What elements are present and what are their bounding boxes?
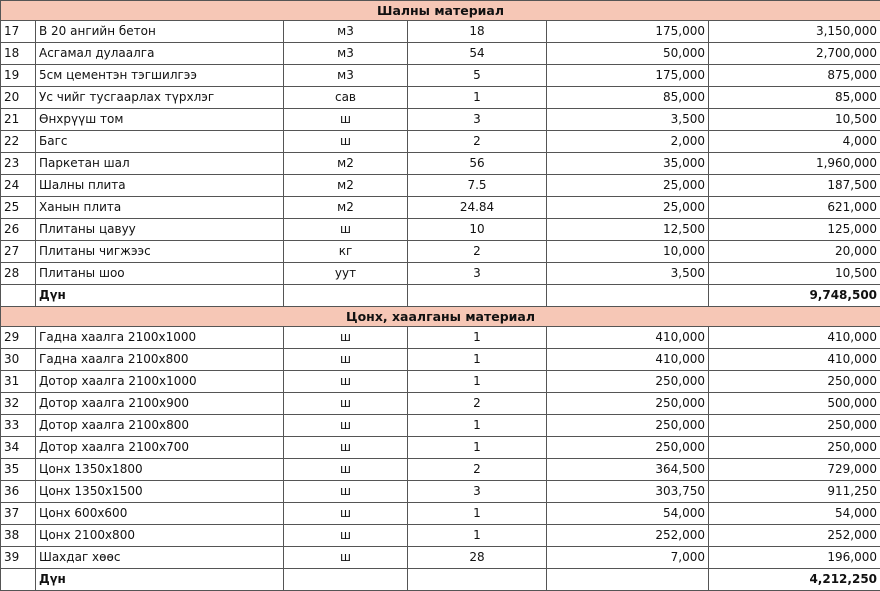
total-cell: 20,000	[709, 241, 880, 263]
row-number: 20	[1, 87, 36, 109]
row-number: 27	[1, 241, 36, 263]
quantity-cell: 1	[408, 327, 547, 349]
row-number: 35	[1, 459, 36, 481]
unit-price-cell: 10,000	[547, 241, 709, 263]
quantity-cell: 5	[408, 65, 547, 87]
unit-price-cell: 410,000	[547, 349, 709, 371]
table-row	[1, 175, 880, 197]
row-number: 18	[1, 43, 36, 65]
row-number: 37	[1, 503, 36, 525]
quantity-cell: 3	[408, 481, 547, 503]
unit-price-cell: 50,000	[547, 43, 709, 65]
section-header-row	[1, 307, 880, 327]
material-name: 5см цементэн тэгшилгээ	[36, 65, 284, 87]
quantity-cell: 1	[408, 349, 547, 371]
material-name: Паркетан шал	[36, 153, 284, 175]
table-row	[1, 393, 880, 415]
quantity-cell: 1	[408, 503, 547, 525]
material-name: Плитаны шоо	[36, 263, 284, 285]
unit-price-cell: 250,000	[547, 437, 709, 459]
unit-price-cell: 250,000	[547, 415, 709, 437]
sum-total: 4,212,250	[709, 569, 880, 591]
row-number: 29	[1, 327, 36, 349]
unit-price-cell: 3,500	[547, 109, 709, 131]
section-title: Шалны материал	[1, 1, 880, 21]
section-sum-row	[1, 569, 880, 591]
quantity-cell: 54	[408, 43, 547, 65]
unit-cell: м2	[284, 197, 408, 219]
total-cell: 250,000	[709, 415, 880, 437]
table-row	[1, 219, 880, 241]
total-cell: 85,000	[709, 87, 880, 109]
quantity-cell: 18	[408, 21, 547, 43]
row-number: 24	[1, 175, 36, 197]
total-cell: 250,000	[709, 371, 880, 393]
material-name: Дотор хаалга 2100х700	[36, 437, 284, 459]
table-row	[1, 327, 880, 349]
unit-cell: ш	[284, 547, 408, 569]
unit-price-cell: 25,000	[547, 175, 709, 197]
material-name: Дотор хаалга 2100х1000	[36, 371, 284, 393]
material-name: Ус чийг тусгаарлах түрхлэг	[36, 87, 284, 109]
row-number: 31	[1, 371, 36, 393]
table-row	[1, 415, 880, 437]
quantity-cell: 28	[408, 547, 547, 569]
total-cell: 250,000	[709, 437, 880, 459]
empty-cell	[1, 285, 36, 307]
table-row	[1, 109, 880, 131]
quantity-cell: 3	[408, 109, 547, 131]
table-row	[1, 371, 880, 393]
section-header-row	[1, 1, 880, 21]
unit-cell: м2	[284, 175, 408, 197]
material-name: Цонх 2100х800	[36, 525, 284, 547]
total-cell: 500,000	[709, 393, 880, 415]
material-name: Ханын плита	[36, 197, 284, 219]
section-sum-row	[1, 285, 880, 307]
table-row	[1, 131, 880, 153]
material-name: Цонх 600х600	[36, 503, 284, 525]
unit-price-cell: 250,000	[547, 393, 709, 415]
empty-cell	[408, 569, 547, 591]
row-number: 36	[1, 481, 36, 503]
unit-cell: ш	[284, 481, 408, 503]
unit-cell: уут	[284, 263, 408, 285]
unit-price-cell: 303,750	[547, 481, 709, 503]
unit-cell: кг	[284, 241, 408, 263]
total-cell: 621,000	[709, 197, 880, 219]
row-number: 17	[1, 21, 36, 43]
row-number: 38	[1, 525, 36, 547]
sum-label: Дүн	[36, 569, 284, 591]
row-number: 32	[1, 393, 36, 415]
total-cell: 410,000	[709, 327, 880, 349]
total-cell: 410,000	[709, 349, 880, 371]
unit-cell: м3	[284, 21, 408, 43]
unit-price-cell: 35,000	[547, 153, 709, 175]
table-row	[1, 349, 880, 371]
unit-cell: ш	[284, 415, 408, 437]
material-name: Гадна хаалга 2100х800	[36, 349, 284, 371]
unit-price-cell: 175,000	[547, 65, 709, 87]
total-cell: 4,000	[709, 131, 880, 153]
row-number: 33	[1, 415, 36, 437]
unit-cell: ш	[284, 131, 408, 153]
table-row	[1, 459, 880, 481]
table-row	[1, 87, 880, 109]
material-name: Цонх 1350х1800	[36, 459, 284, 481]
total-cell: 252,000	[709, 525, 880, 547]
sum-label: Дүн	[36, 285, 284, 307]
unit-cell: ш	[284, 371, 408, 393]
row-number: 21	[1, 109, 36, 131]
quantity-cell: 2	[408, 393, 547, 415]
quantity-cell: 1	[408, 371, 547, 393]
table-row	[1, 547, 880, 569]
row-number: 25	[1, 197, 36, 219]
total-cell: 10,500	[709, 109, 880, 131]
material-name: Гадна хаалга 2100х1000	[36, 327, 284, 349]
section-title: Цонх, хаалганы материал	[1, 307, 880, 327]
total-cell: 54,000	[709, 503, 880, 525]
unit-cell: ш	[284, 459, 408, 481]
material-name: Плитаны цавуу	[36, 219, 284, 241]
total-cell: 729,000	[709, 459, 880, 481]
unit-cell: ш	[284, 525, 408, 547]
table-row	[1, 197, 880, 219]
empty-cell	[284, 569, 408, 591]
unit-cell: сав	[284, 87, 408, 109]
empty-cell	[547, 569, 709, 591]
table-row	[1, 65, 880, 87]
quantity-cell: 56	[408, 153, 547, 175]
table-row	[1, 263, 880, 285]
table-row	[1, 21, 880, 43]
table-row	[1, 503, 880, 525]
unit-price-cell: 85,000	[547, 87, 709, 109]
quantity-cell: 3	[408, 263, 547, 285]
row-number: 22	[1, 131, 36, 153]
quantity-cell: 1	[408, 87, 547, 109]
sum-total: 9,748,500	[709, 285, 880, 307]
total-cell: 3,150,000	[709, 21, 880, 43]
material-name: Шалны плита	[36, 175, 284, 197]
material-name: В 20 ангийн бетон	[36, 21, 284, 43]
row-number: 28	[1, 263, 36, 285]
total-cell: 125,000	[709, 219, 880, 241]
unit-price-cell: 250,000	[547, 371, 709, 393]
quantity-cell: 7.5	[408, 175, 547, 197]
table-row	[1, 43, 880, 65]
total-cell: 875,000	[709, 65, 880, 87]
material-name: Багс	[36, 131, 284, 153]
quantity-cell: 2	[408, 131, 547, 153]
material-name: Дотор хаалга 2100х900	[36, 393, 284, 415]
empty-cell	[1, 569, 36, 591]
empty-cell	[284, 285, 408, 307]
row-number: 26	[1, 219, 36, 241]
quantity-cell: 1	[408, 437, 547, 459]
table-row	[1, 437, 880, 459]
total-cell: 911,250	[709, 481, 880, 503]
unit-cell: ш	[284, 327, 408, 349]
total-cell: 2,700,000	[709, 43, 880, 65]
row-number: 39	[1, 547, 36, 569]
material-name: Дотор хаалга 2100х800	[36, 415, 284, 437]
material-name: Өнхрүүш том	[36, 109, 284, 131]
unit-price-cell: 54,000	[547, 503, 709, 525]
table-row	[1, 525, 880, 547]
total-cell: 10,500	[709, 263, 880, 285]
total-cell: 1,960,000	[709, 153, 880, 175]
quantity-cell: 1	[408, 525, 547, 547]
material-name: Плитаны чигжээс	[36, 241, 284, 263]
unit-cell: ш	[284, 437, 408, 459]
unit-cell: ш	[284, 109, 408, 131]
unit-price-cell: 364,500	[547, 459, 709, 481]
unit-price-cell: 2,000	[547, 131, 709, 153]
total-cell: 187,500	[709, 175, 880, 197]
unit-price-cell: 7,000	[547, 547, 709, 569]
unit-cell: м3	[284, 43, 408, 65]
table-row	[1, 153, 880, 175]
unit-cell: м2	[284, 153, 408, 175]
empty-cell	[408, 285, 547, 307]
unit-price-cell: 12,500	[547, 219, 709, 241]
unit-cell: м3	[284, 65, 408, 87]
quantity-cell: 2	[408, 241, 547, 263]
row-number: 19	[1, 65, 36, 87]
unit-price-cell: 252,000	[547, 525, 709, 547]
material-name: Шахдаг хөөс	[36, 547, 284, 569]
materials-table-body	[1, 1, 880, 591]
material-name: Асгамал дулаалга	[36, 43, 284, 65]
unit-cell: ш	[284, 219, 408, 241]
unit-cell: ш	[284, 393, 408, 415]
unit-price-cell: 410,000	[547, 327, 709, 349]
table-row	[1, 241, 880, 263]
empty-cell	[547, 285, 709, 307]
quantity-cell: 2	[408, 459, 547, 481]
row-number: 34	[1, 437, 36, 459]
unit-price-cell: 25,000	[547, 197, 709, 219]
row-number: 23	[1, 153, 36, 175]
unit-price-cell: 3,500	[547, 263, 709, 285]
total-cell: 196,000	[709, 547, 880, 569]
table-row	[1, 481, 880, 503]
unit-price-cell: 175,000	[547, 21, 709, 43]
unit-cell: ш	[284, 349, 408, 371]
quantity-cell: 1	[408, 415, 547, 437]
material-name: Цонх 1350х1500	[36, 481, 284, 503]
quantity-cell: 24.84	[408, 197, 547, 219]
row-number: 30	[1, 349, 36, 371]
unit-cell: ш	[284, 503, 408, 525]
quantity-cell: 10	[408, 219, 547, 241]
